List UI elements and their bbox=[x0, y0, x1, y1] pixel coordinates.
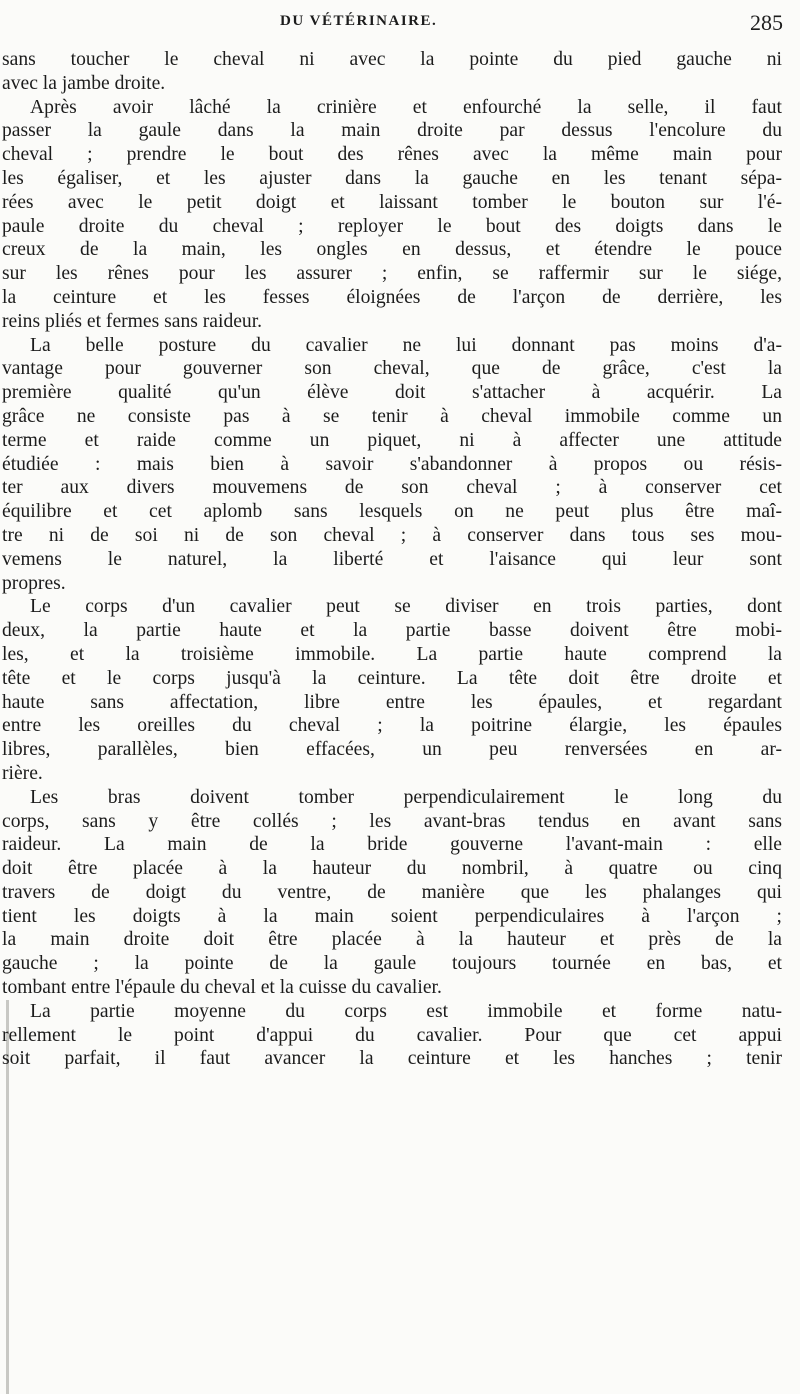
running-title: DU VÉTÉRINAIRE. bbox=[280, 13, 438, 29]
text-line: reins pliés et fermes sans raideur. bbox=[2, 310, 263, 332]
text-line: corps, sans y être collés ; les avant-bras tendus en avant sans bbox=[2, 810, 782, 832]
text-line: creux de la main, les ongles en dessus, et étendre le pouce bbox=[2, 239, 782, 261]
text-line: deux, la partie haute et la partie basse doivent être mobi- bbox=[2, 620, 782, 642]
text-line: étudiée : mais bien à savoir s'abandonner à propos ou résis- bbox=[2, 453, 782, 475]
text-line: les égaliser, et les ajuster dans la gauche en les tenant sépa- bbox=[2, 167, 782, 189]
text-line: passer la gaule dans la main droite par dessus l'encolure du bbox=[2, 120, 782, 142]
paragraph-start-line: La partie moyenne du corps est immobile et forme natu- bbox=[30, 1000, 782, 1022]
paragraph-start-line: La belle posture du cavalier ne lui donnant pas moins d'a- bbox=[30, 334, 782, 356]
text-line: sur les rênes pour les assurer ; enfin, se raffermir sur le siége, bbox=[2, 263, 782, 285]
text-line: ter aux divers mouvemens de son cheval ; à conserver cet bbox=[2, 477, 782, 499]
text-line: avec la jambe droite. bbox=[2, 72, 166, 94]
text-line: entre les oreilles du cheval ; la poitrine élargie, les épaules bbox=[2, 715, 782, 737]
text-line: rellement le point d'appui du cavalier. Pour que cet appui bbox=[2, 1024, 782, 1046]
text-line: rées avec le petit doigt et laissant tomber le bouton sur l'é- bbox=[2, 191, 782, 213]
text-line: travers de doigt du ventre, de manière que les phalanges qui bbox=[2, 881, 782, 903]
text-line: première qualité qu'un élève doit s'attacher à acquérir. La bbox=[2, 382, 782, 404]
page-number: 285 bbox=[750, 10, 783, 35]
text-line: haute sans affectation, libre entre les épaules, et regardant bbox=[2, 691, 782, 713]
text-line: raideur. La main de la bride gouverne l'avant-main : elle bbox=[2, 834, 782, 856]
text-line: tient les doigts à la main soient perpendiculaires à l'arçon ; bbox=[2, 905, 782, 927]
text-line: libres, parallèles, bien effacées, un peu renversées en ar- bbox=[2, 739, 782, 761]
text-line: doit être placée à la hauteur du nombril, à quatre ou cinq bbox=[2, 858, 782, 880]
text-line: cheval ; prendre le bout des rênes avec la même main pour bbox=[2, 144, 782, 166]
text-line: gauche ; la pointe de la gaule toujours tournée en bas, et bbox=[2, 953, 782, 975]
text-line: sans toucher le cheval ni avec la pointe du pied gauche ni bbox=[2, 49, 782, 70]
text-line: vantage pour gouverner son cheval, que de grâce, c'est la bbox=[2, 358, 782, 380]
paragraph-start-line: Les bras doivent tomber perpendiculairement le long du bbox=[30, 786, 782, 808]
text-line: la ceinture et les fesses éloignées de l'arçon de derrière, les bbox=[2, 286, 782, 308]
body-text bbox=[2, 48, 782, 1071]
paragraph-start-line: Après avoir lâché la crinière et enfourché la selle, il faut bbox=[30, 96, 782, 118]
text-line: propres. bbox=[2, 572, 66, 594]
running-header bbox=[0, 10, 800, 38]
text-line: vemens le naturel, la liberté et l'aisance qui leur sont bbox=[2, 548, 782, 570]
text-line: grâce ne consiste pas à se tenir à cheval immobile comme un bbox=[2, 405, 782, 427]
paragraph-start-line: Le corps d'un cavalier peut se diviser en trois parties, dont bbox=[30, 596, 782, 618]
text-line: paule droite du cheval ; reployer le bout des doigts dans le bbox=[2, 215, 782, 237]
text-line: équilibre et cet aplomb sans lesquels on ne peut plus être maî- bbox=[2, 501, 782, 523]
text-line: tre ni de soi ni de son cheval ; à conserver dans tous ses mou- bbox=[2, 524, 782, 546]
text-line: la main droite doit être placée à la hauteur et près de la bbox=[2, 929, 782, 951]
text-line: terme et raide comme un piquet, ni à affecter une attitude bbox=[2, 429, 782, 451]
text-line: tombant entre l'épaule du cheval et la cuisse du cavalier. bbox=[2, 977, 442, 999]
text-line: rière. bbox=[2, 762, 43, 784]
text-line: les, et la troisième immobile. La partie haute comprend la bbox=[2, 643, 782, 665]
text-line: tête et le corps jusqu'à la ceinture. La tête doit être droite et bbox=[2, 667, 782, 689]
text-line: soit parfait, il faut avancer la ceinture et les hanches ; tenir bbox=[2, 1048, 782, 1070]
